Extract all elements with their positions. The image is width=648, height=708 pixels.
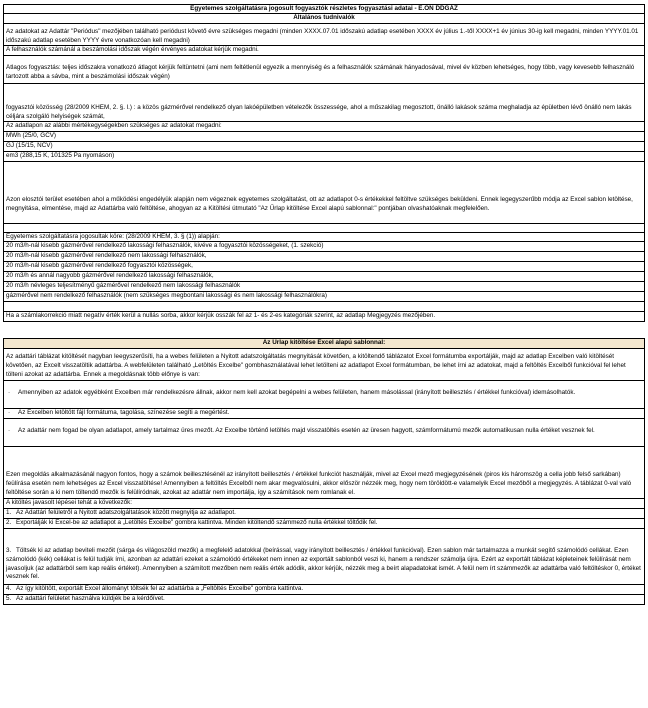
spacer	[3, 56, 645, 64]
list-item: 20 m3/h-nál kisebb gázmérővel rendelkező fogyasztói közösségek,	[3, 262, 645, 272]
bullet-item	[3, 409, 645, 419]
bullet-icon: ·	[8, 409, 11, 416]
section-heading-excel: Az Űrlap kitöltése Excel alapú sablonnal:	[3, 338, 645, 349]
paragraph-excel-intro: Az adattári táblázat kitöltését nagyban leegyszerűsíti, ha a webes felületen a Nyitott adatszolgáltatás megnyitását követően, a kitöltendő táblázatot Excel formátumba exportálják, majd az adatlap Excelben való kitöltését követően, az Excelt visszatöltik adattárba. A webfelületen található „Letöltés Excelbe" gombhasználatával lehet letölteni az adatlapot Excel formátumban, be lehet írni az adatokat, majd a feltöltés Excelből funkcióval fel lehet tölteni azokat az adattárba. Ennek a megoldásnak több előnye is van:	[3, 353, 645, 381]
bullet-item	[3, 427, 645, 447]
step-item	[3, 547, 645, 585]
spacer	[3, 84, 645, 104]
unit-gj: GJ (15/15, NCV)	[3, 142, 645, 152]
paragraph-average: Átlagos fogyasztás: teljes időszakra vonatkozó átlagot kérjük feltüntetni (ami nem feltétlenül egyezik a mennyiség és a felhasználók számának hányadosával, mivel év közben lehetséges, hogy több, vagy kevesebb felhasználó tartozott abba a sávba, mint a beszámolási időszak végén)	[3, 64, 645, 84]
step-item	[3, 519, 645, 529]
spacer	[3, 224, 645, 232]
spacer	[3, 529, 645, 547]
step-number: 5.	[6, 595, 12, 602]
unit-em3: em3 (288,15 K, 101325 Pa nyomáson)	[3, 152, 645, 162]
step-number: 2.	[6, 519, 12, 526]
spacer	[3, 162, 645, 196]
step-item	[3, 509, 645, 519]
list-item: gázmérővel nem rendelkező felhasználók (nem szükséges megbontani lakossági és nem lakossági felhasználókra)	[3, 292, 645, 302]
spacer	[3, 419, 645, 427]
list-item: 20 m3/h névleges teljesítményű gázmérővel rendelkező nem lakossági felhasználók	[3, 282, 645, 292]
step-number: 4.	[6, 585, 12, 592]
paragraph-period: Az adatokat az Adattár "Periódus" mezőjében található periódust követő évre szükséges megadni (minden XXXX.07.01 időszakú adatlap esetében XXXX év július 1.-től XXXX+1 év június 30-ig kell megadni, minden YYYY.01.01 időszakú adatlap esetében YYYY évre vonatkozóan kell megadni)	[3, 28, 645, 46]
list-item: 20 m3/h-nál kisebb gázmérővel rendelkező lakossági felhasználók, kivéve a fogyasztói közösségeket, (1. szekció)	[3, 242, 645, 252]
bullet-text: Az adattár nem fogad be olyan adatlapot, amely tartalmaz üres mezőt. Az Excelbe történő letöltés majd visszatöltés esetén az üresen hagyott, számformátumú mezők automatikusan nulla értéket vesznek fel.	[18, 427, 595, 434]
bullet-icon: ·	[8, 389, 11, 396]
step-text: Az adattári felületet használva küldjék be a kérdőívet.	[16, 595, 165, 602]
step-item	[3, 585, 645, 595]
spacer	[3, 447, 645, 471]
paragraph-community: fogyasztói közösség (28/2009 KHEM, 2. §. l.) : a közös gázmérővel rendelkező olyan lakóépületben vételezők összessége, ahol a műszakilag megosztott, önálló lakások száma meghaladja az épületben lévő önálló nem lakás céljára szolgáló helyiségek számát,	[3, 104, 645, 122]
spacer	[3, 302, 645, 312]
gap	[3, 322, 645, 336]
bullet-text: Amennyiben az adatok egyébként Excelben már rendelkezésre állnak, akkor nem kell azokat begépelni a webes felületen, hanem másolással (irányított beillesztés / értékkel funkcióval) idemásolhatók.	[18, 389, 576, 396]
step-number: 1.	[6, 509, 12, 516]
step-text: Exportálják ki Excel-be az adatlapot a „Letöltés Excelbe" gombra kattintva. Minden kitöltendő számmező nulla értékkel töltődik fel.	[16, 519, 378, 526]
step-text: Az így kitöltött, exportált Excel állományt töltsék fel az adattárba a „Feltöltés Excelbe" gombra kattintva.	[16, 585, 304, 592]
section-heading: Általános tudnivalók	[3, 14, 645, 24]
step-text: Töltsék ki az adatlap beviteli mezőit (sárga és világoszöld mezők) a megfelelő adatokkal (beírással, vagy irányított beillesztés / értékkel funkcióval). Ezen sablon már tartalmazza a munkát segítő számolódó cellákat. Ezen számolódó (kék) cellákat is felül tudják írni, azonban az adattári ezeket a számolódó értékeket nem innen az exportált sablonból veszi ki, hanem a rendszer számolja újra. Ezért az exportált táblázat képleteinek felülírását nem javasoljuk (az adattárból sem kap reális értéket). Amennyiben a számított mezőben nem reális érték adódik, akkor kérjük, nézzék meg a beírt alapadatokat ismét. A felül nem írt számmezők az adattárba való feltöltéskor 0, értéket vesznek fel.	[6, 547, 641, 581]
list-item: 20 m3/h és annál nagyobb gázmérővel rendelkező lakossági felhasználók,	[3, 272, 645, 282]
spacer	[3, 381, 645, 389]
unit-mwh: MWh (25/0, GCV)	[3, 132, 645, 142]
list-item: 20 m3/h-nál kisebb gázmérővel rendelkező nem lakossági felhasználók,	[3, 252, 645, 262]
paragraph-zero-values: Azon elosztói terület esetében ahol a működési engedélyük alapján nem végeznek egyetemes szolgáltatást, ott az adatlapot 0-s értékekkel feltöltve szükséges beküldeni. Ennek legegyszerűbb módja az Excel sablon letöltése, megnyitása, elmentése, majd az Adattárba való feltöltése, ahogyan az a Kitöltési útmutató "Az Űrlap kitöltése Excel alapú sablonnal:" pontjában olvashatóaknak megfelelően.	[3, 196, 645, 224]
bullet-icon: ·	[8, 427, 11, 434]
sheet-title: Egyetemes szolgáltatásra jogosult fogyasztók részletes fogyasztási adatai - E.ON DDGÁZ	[3, 4, 645, 14]
paragraph-users: A felhasználók számánál a beszámolási időszak végén érvényes adatokat kérjük megadni.	[3, 46, 645, 56]
step-item	[3, 595, 645, 605]
step-number: 3.	[6, 547, 12, 554]
step-text: Az Adattári felületről a Nyitott adatszolgáltatások között megnyitja az adatlapot.	[16, 509, 236, 516]
paragraph-units: Az adatlapon az alábbi mértékegységekben szükséges az adatokat megadni:	[3, 122, 645, 132]
paragraph-correction: Ha a számlakorrekció miatt negatív érték kerül a nullás sorba, akkor kérjük osszák fel az 1- és 2-es kategóriák szerint, az adatlap Megjegyzés mezőjében.	[3, 312, 645, 322]
paragraph-eligibility: Egyetemes szolgáltatásra jogosultak köre: (28/2009 KHEM, 3. § (1)) alapján:	[3, 232, 645, 242]
paragraph-steps-intro: A kitöltés javasolt lépései tehát a következők:	[3, 499, 645, 509]
bullet-item	[3, 389, 645, 409]
paragraph-paste-warning: Ezen megoldás alkalmazásánál nagyon fontos, hogy a számok beillesztésénél az irányított beillesztés / értékkel funkciót használják, mivel az Excel mező megjegyzésének (piros kis háromszög a cella jobb felső sarkában) feülírása esetén nem lehetséges az Excel visszatöltése! Amennyiben a feltöltés Excelből nem akar megvalósulni, akkor először nézzék meg, hogy nem töröldött-e valamelyik Excel mezőből a megjegyzés. A táblázat 0-val való feltöltése során a ki nem töltendő mezők is felülíródnak, azokat az adattár nem importálja, így a számítások nem romlanak el.	[3, 471, 645, 499]
bullet-text: Az Excelben letöltött fájl formátuma, tagolása, színezése segíti a megértést.	[18, 409, 230, 416]
